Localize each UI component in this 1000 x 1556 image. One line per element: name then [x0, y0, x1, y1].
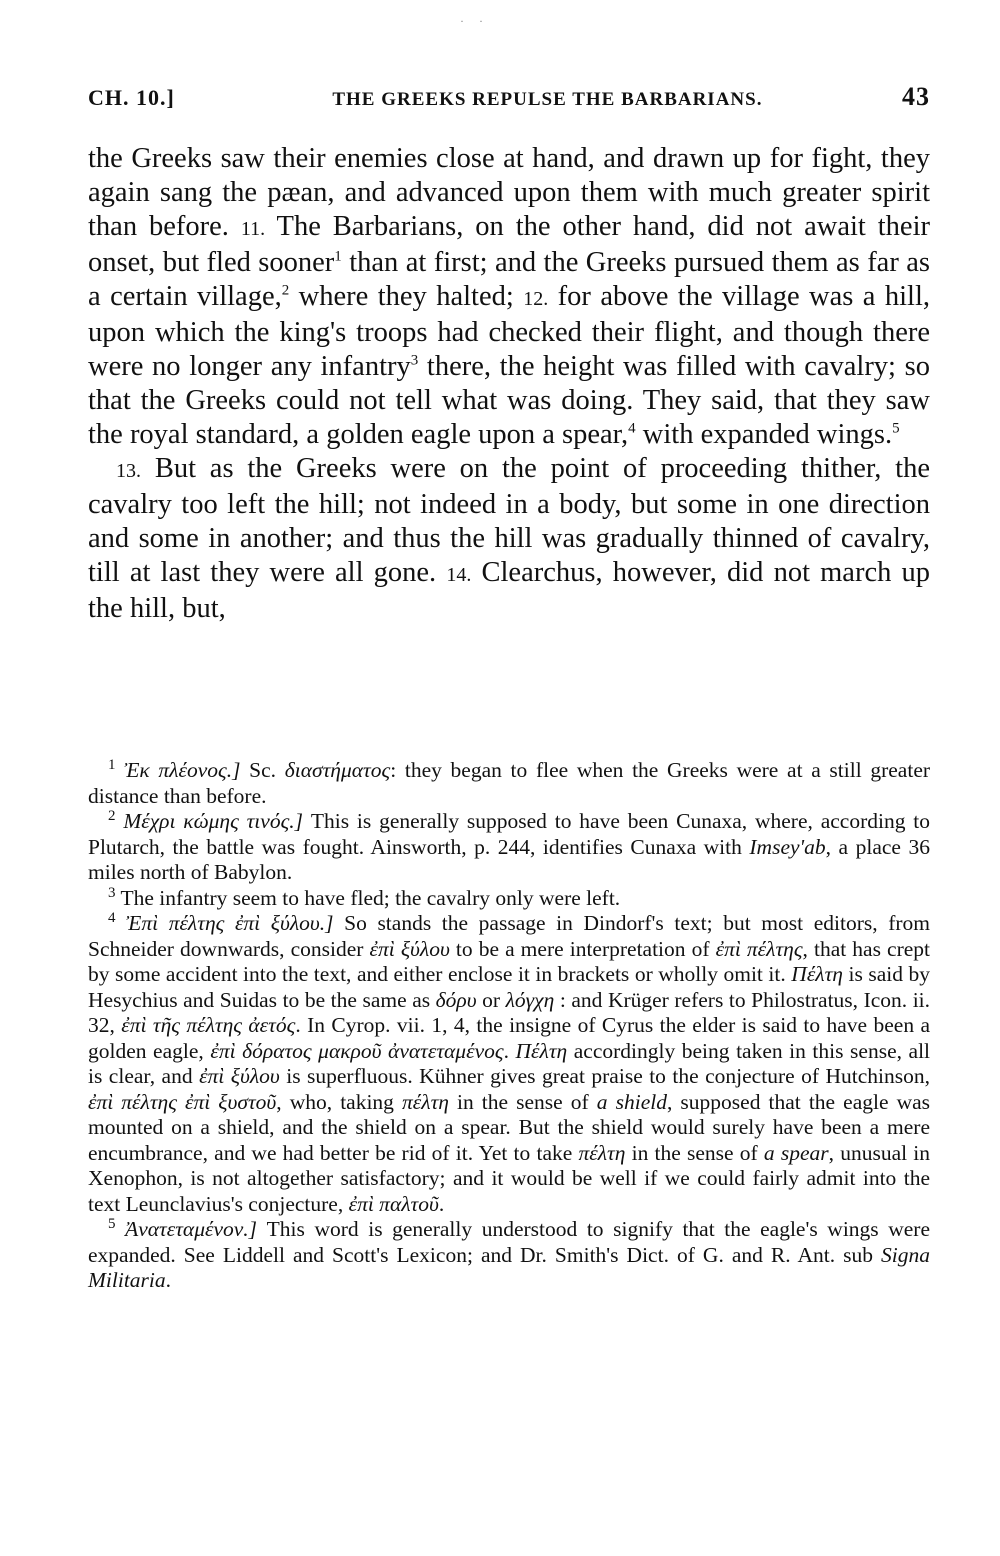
footnote: $^4$ Ἐπὶ πέλτης ἐπὶ ξύλου.] So stands the passage in Dindorf's text; but most editors, from Schneider downwards, consider ἐπὶ ξύλου to be a mere interpretation of ἐπὶ πέλτης, that has crept by some accident into the text, and either enclose it in brackets or wholly omit it. Πέλτη is said by Hesychius and Suidas to be the same as δόρυ or λόγχη : and Krüger refers to Philostratus, Icon. ii. 32, ἐπὶ τῆς πέλτης ἀετός. In Cyrop. vii. 1, 4, the insigne of Cyrus the elder is said to have been a golden eagle, ἐπὶ δόρατος μακροῦ ἀνατεταμένος. Πέλτη accordingly being taken in this sense, all is clear, and ἐπὶ ξύλου is superfluous. Kühner gives great praise to the conjecture of Hutchinson, ἐπὶ πέλτης ἐπὶ ξυστοῦ, who, taking πέλτη in the sense of a shield, supposed that the eagle was mounted on a shield, and the shield on a spear. But the shield would surely have been a mere encumbrance, and we had better be rid of it. Yet to take πέλτη in the sense of a spear, unusual in Xenophon, is not altogether satisfactory; and it would be well if we could fairly admit into the text Leunclavius's conjecture, ἐπὶ παλτοῦ.	[88, 909, 931, 1216]
scan-speck: · ·	[460, 14, 489, 28]
chapter-label: CH. 10.]	[88, 85, 175, 110]
running-header	[88, 82, 930, 122]
footnote: $^1$ Ἐκ πλέονος.] Sc. διαστήματος: they began to flee when the Greeks were at a still greater distance than before.	[88, 756, 931, 808]
footnote-ref: 3	[410, 352, 419, 369]
footnote: $^3$ The infantry seem to have fled; the cavalry only were left.	[108, 884, 621, 910]
section-number: 11.	[240, 218, 266, 240]
page-number: 43	[902, 82, 930, 111]
main-text	[88, 142, 930, 626]
footnote-ref: 2	[281, 282, 290, 299]
footnote: $^5$ Ἀνατεταμένον.] This word is generally understood to signify that the eagle's wings were expanded. See Liddell and Scott's Lexicon; and Dr. Smith's Dict. of G. and R. Ant. sub Signa Militaria.	[88, 1215, 931, 1292]
section-number: 12.	[523, 288, 549, 310]
footnote-ref: 4	[628, 420, 636, 437]
paragraph: the Greeks saw their enemies close at hand, and drawn up for fight, they again sang the pæan, and advanced upon them with much greater spirit than before. 11. The Barbarians, on the other hand, did not await their onset, but fled sooner$^1$ than at first; and the Greeks pursued them as far as a certain village,$^2$ where they halted; 12. for above the village was a hill, upon which the king's troops had checked their flight, and though there were no longer any infantry$^3$ there, the height was filled with cavalry; so that the Greeks could not tell what was doing. They said, that they saw the royal standard, a golden eagle upon a spear,$^4$ with expanded wings.$^5$	[88, 143, 931, 450]
page-title: THE GREEKS REPULSE THE BARBARIANS.	[332, 89, 763, 110]
footnotes	[88, 758, 930, 1294]
paragraph: 13. But as the Greeks were on the point of proceeding thither, the cavalry too left the hill; not indeed in a body, but some in one direction and some in another; and thus the hill was gradually thinned of cavalry, till at last they were all gone. 14. Clearchus, however, did not march up the hill, but,	[88, 453, 930, 624]
section-number: 13.	[116, 460, 141, 482]
footnote: $^2$ Μέχρι κώμης τινός.] This is generally supposed to have been Cunaxa, where, according to Plutarch, the battle was fought. Ainsworth, p. 244, identifies Cunaxa with Imsey'ab, a place 36 miles north of Babylon.	[88, 807, 931, 884]
footnote-ref: 5	[892, 420, 900, 437]
section-number: 14.	[446, 564, 472, 586]
footnote-ref: 1	[334, 248, 342, 265]
